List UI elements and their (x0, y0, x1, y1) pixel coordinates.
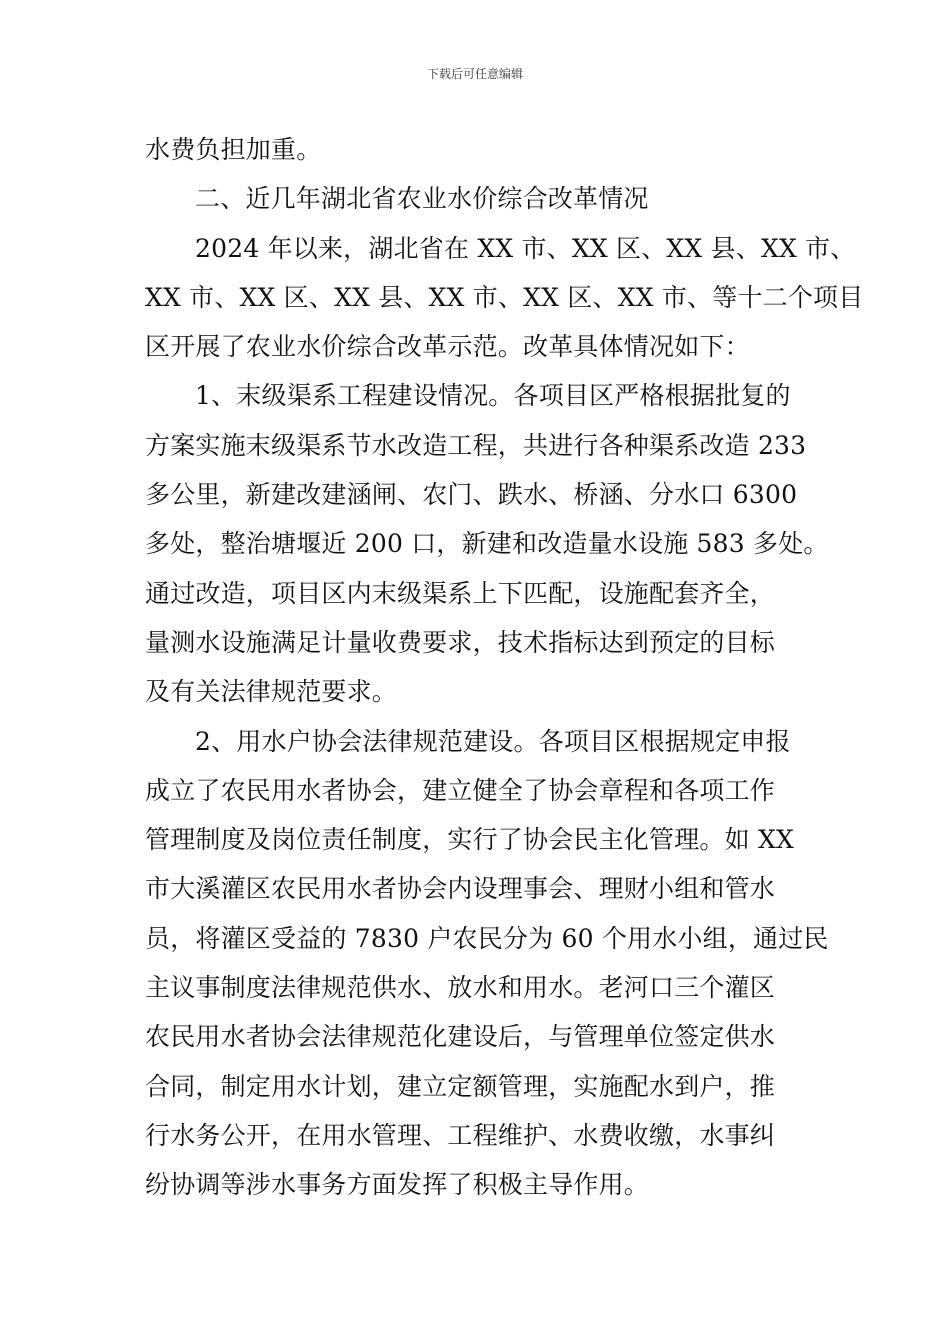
text-line: 主议事制度法律规范供水、放水和用水。老河口三个灌区 (145, 973, 776, 1003)
text-line: 1、末级渠系工程建设情况。各项目区严格根据批复的 (195, 381, 791, 411)
text-line: 多处，整治塘堰近 200 口，新建和改造量水设施 583 多处。 (145, 529, 829, 559)
text-line: 管理制度及岗位责任制度，实行了协会民主化管理。如 XX (145, 825, 794, 855)
text-line: 员，将灌区受益的 7830 户农民分为 60 个用水小组，通过民 (145, 923, 829, 953)
text-line: 2024 年以来，湖北省在 XX 市、XX 区、XX 县、XX 市、 (195, 233, 856, 263)
text-line: XX 市、XX 区、XX 县、XX 市、XX 区、XX 市、等十二个项目 (145, 282, 864, 312)
text-line: 行水务公开，在用水管理、工程维护、水费收缴，水事纠 (145, 1120, 776, 1150)
text-line: 市大溪灌区农民用水者协会内设理事会、理财小组和管水 (145, 874, 776, 904)
text-line: 2、用水户协会法律规范建设。各项目区根据规定申报 (195, 726, 791, 756)
text-line: 纷协调等涉水事务方面发挥了积极主导作用。 (145, 1170, 650, 1200)
text-line: 成立了农民用水者协会，建立健全了协会章程和各项工作 (145, 775, 776, 805)
document-body (145, 125, 864, 1210)
text-line: 二、近几年湖北省农业水价综合改革情况 (195, 184, 649, 214)
text-line: 方案实施末级渠系节水改造工程，共进行各种渠系改造 233 (145, 430, 807, 460)
text-line: 量测水设施满足计量收费要求，技术指标达到预定的目标 (145, 627, 776, 657)
text-line: 农民用水者协会法律规范化建设后，与管理单位签定供水 (145, 1022, 776, 1052)
text-line: 区开展了农业水价综合改革示范。改革具体情况如下： (145, 332, 750, 362)
text-line: 合同，制定用水计划，建立定额管理，实施配水到户，推 (145, 1071, 776, 1101)
page-header-note: 下载后可任意编辑 (426, 67, 523, 81)
text-line: 水费负担加重。 (145, 135, 322, 164)
text-line: 及有关法律规范要求。 (145, 677, 398, 707)
text-line: 通过改造，项目区内末级渠系上下匹配，设施配套齐全， (145, 578, 776, 608)
text-line: 多公里，新建改建涵闸、农门、跌水、桥涵、分水口 6300 (145, 480, 798, 510)
